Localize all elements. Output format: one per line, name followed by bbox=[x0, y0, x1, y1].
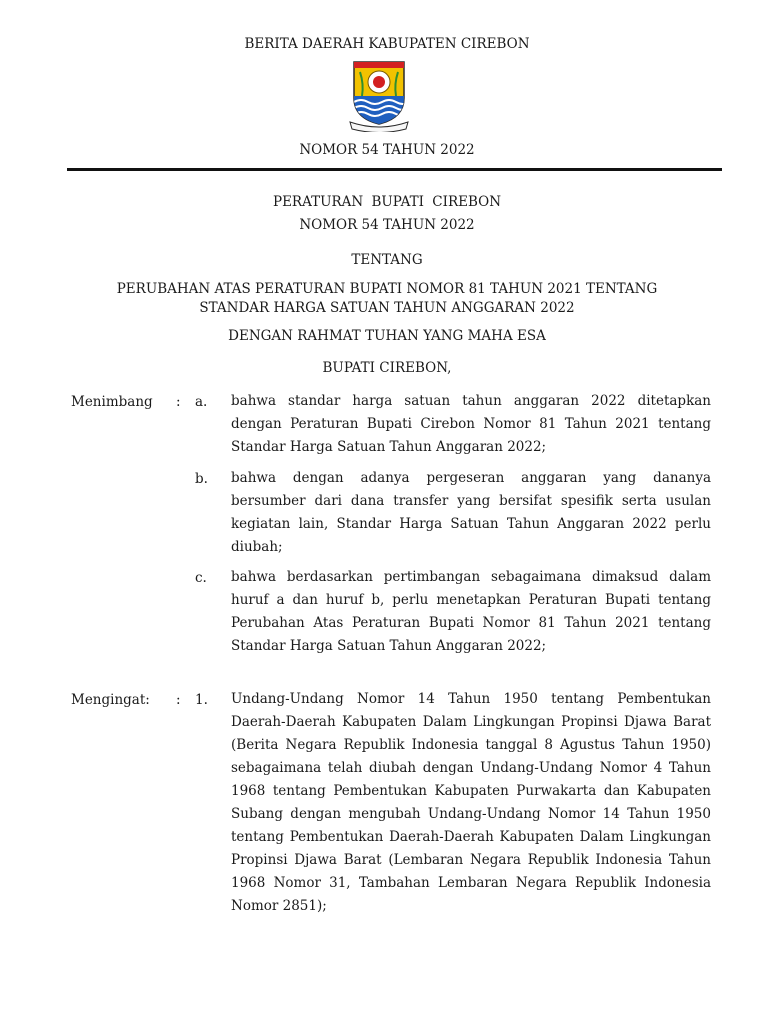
regulation-title: PERATURAN BUPATI CIREBON bbox=[272, 194, 502, 210]
gazette-number: NOMOR 54 TAHUN 2022 bbox=[299, 142, 475, 158]
header-divider bbox=[67, 168, 722, 171]
considering-item-text: bahwa dengan adanya pergeseran anggaran yang dananya bersumber dari dana transfer yang bersifat spesifik serta usulan kegiatan lain, Standar Harga Satuan Tahun Anggaran 2022 perlu diubah; bbox=[231, 470, 711, 555]
regulation-number: NOMOR 54 TAHUN 2022 bbox=[299, 217, 475, 233]
regulation-about: TENTANG bbox=[351, 252, 423, 268]
recalling-item-text: Undang-Undang Nomor 14 Tahun 1950 tentang Pembentukan Daerah-Daerah Kabupaten Dalam Lingkungan Propinsi Djawa Barat (Berita Negara Republik Indonesia tanggal 8 Agustus Tahun 1950) sebagaimana telah diubah dengan Undang-Undang Nomor 4 Tahun 1968 tentang Pembentukan Kabupaten Purwakarta dan Kabupaten Subang dengan mengubah Undang-Undang Nomor 14 Tahun 1950 tentang Pembentukan Daerah-Daerah Kabupaten Dalam Lingkungan Propinsi Djawa Barat (Lembaran Negara Republik Indonesia Tahun 1968 Nomor 31, Tambahan Lembaran Negara Republik Indonesia Nomor 2851); bbox=[231, 691, 711, 914]
considering-item-text: bahwa berdasarkan pertimbangan sebagaimana dimaksud dalam huruf a dan huruf b, perlu menetapkan Peraturan Bupati tentang Perubahan Atas Peraturan Bupati Nomor 81 Tahun 2021 tentang Standar Harga Satuan Tahun Anggaran 2022; bbox=[231, 569, 711, 654]
considering-colon: : bbox=[176, 394, 181, 410]
recalling-colon: : bbox=[176, 692, 181, 708]
regulation-subject-line2: STANDAR HARGA SATUAN TAHUN ANGGARAN 2022 bbox=[199, 300, 575, 316]
cirebon-coat-of-arms-icon bbox=[348, 58, 410, 132]
regulation-subject-line1: PERUBAHAN ATAS PERATURAN BUPATI NOMOR 81 TAHUN 2021 TENTANG bbox=[116, 281, 658, 297]
regulation-grace-invocation: DENGAN RAHMAT TUHAN YANG MAHA ESA bbox=[228, 328, 546, 344]
regulation-authority: BUPATI CIREBON, bbox=[322, 360, 452, 376]
recalling-label: Mengingat: bbox=[71, 692, 150, 708]
considering-label: Menimbang bbox=[71, 394, 153, 410]
considering-item-text: bahwa standar harga satuan tahun anggaran 2022 ditetapkan dengan Peraturan Bupati Cirebon Nomor 81 Tahun 2021 tentang Standar Harga Satuan Tahun Anggaran 2022; bbox=[231, 393, 711, 455]
recalling-item-marker: 1. bbox=[195, 692, 208, 708]
considering-item-marker: b. bbox=[195, 471, 208, 487]
considering-item-marker: c. bbox=[195, 570, 207, 586]
gazette-title: BERITA DAERAH KABUPATEN CIREBON bbox=[244, 36, 530, 52]
considering-item-marker: a. bbox=[195, 394, 208, 410]
